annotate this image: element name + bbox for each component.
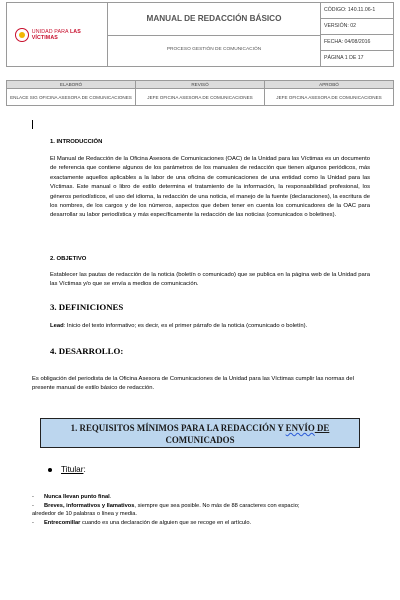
bullet-icon bbox=[48, 468, 52, 472]
document-process: PROCESO GESTIÓN DE COMUNICACIÓN bbox=[166, 47, 262, 52]
page-number: PÁGINA 1 DE 17 bbox=[324, 55, 364, 61]
elaboro-header: ELABORÓ bbox=[7, 81, 136, 89]
document-header bbox=[6, 2, 394, 67]
aprobo-header: APROBÓ bbox=[265, 81, 394, 89]
document-version: VERSIÓN: 02 bbox=[321, 19, 393, 35]
definitions-paragraph: Lead: Inicio del texto informativo; es decir, es el primer párrafo de la noticia (comunicado o boletín). bbox=[50, 323, 308, 329]
text-cursor bbox=[32, 120, 33, 129]
elaboro-value: ENLACE SIG OFICINA ASESORA DE COMUNICACIONES bbox=[7, 89, 136, 106]
titular-rules-list bbox=[32, 493, 372, 527]
reviso-header: REVISÓ bbox=[136, 81, 265, 89]
aprobo-value: JEFE OFICINA ASESORA DE COMUNICACIONES bbox=[265, 89, 394, 106]
title-cell bbox=[108, 3, 321, 67]
emblem-icon bbox=[15, 28, 29, 42]
definitions-heading: 3. DEFINICIONES bbox=[50, 302, 124, 312]
document-title: MANUAL DE REDACCIÓN BÁSICO bbox=[108, 6, 320, 36]
document-date: FECHA: 04/08/2016 bbox=[321, 35, 393, 51]
list-item: - Breves, informativos y llamativos, siempre que sea posible. No más de 88 caracteres con espacio; bbox=[32, 502, 372, 511]
document-code: CÓDIGO: 140.11.06-1 bbox=[321, 3, 393, 19]
requirements-banner: 1. REQUISITOS MÍNIMOS PARA LA REDACCIÓN Y ENVÍO DE COMUNICADOS bbox=[40, 418, 360, 448]
list-item: - Entrecomillar cuando es una declaración de alguien que se recoge en el artículo. bbox=[32, 519, 372, 528]
approval-table bbox=[6, 80, 394, 106]
titular-bullet: Titular: bbox=[48, 465, 86, 474]
spellcheck-word: ENVÍO bbox=[285, 423, 315, 433]
list-item: - Nunca llevan punto final. bbox=[32, 493, 372, 502]
lead-term: Lead bbox=[50, 323, 64, 329]
reviso-value: JEFE OFICINA ASESORA DE COMUNICACIONES bbox=[136, 89, 265, 106]
intro-heading: 1. INTRODUCCIÓN bbox=[50, 139, 103, 145]
unidad-victimas-logo: UNIDAD PARA LAS VÍCTIMAS bbox=[7, 28, 107, 42]
logo-cell bbox=[7, 3, 108, 67]
code-cell bbox=[321, 3, 394, 67]
intro-paragraph: El Manual de Redacción de la Oficina Asesora de Comunicaciones (OAC) de la Unidad para las Víctimas es un documento de referencia que contiene algunos de los parámetros de los manuales de redacción que tienen algunos periódicos, más exactamente aquellos aplicables a la labor de una oficina de comunicaciones de una entidad como la Unidad para las Víctimas. Este manual o libro de estilo determina el tratamiento de la información, la responsabilidad profesional, los géneros periodísticos, el uso del idioma, la redacción de una noticia, el manejo de la fuente (declaraciones), la escritura de los nombres, de los cargos y de los números, aspectos que deben tener en cuenta los comunicadores de la OAC para desarrollar su labor periodística y más específicamente la redacción de las noticias (comunicados o boletines). bbox=[50, 156, 370, 219]
development-heading: 4. DESARROLLO: bbox=[50, 346, 124, 356]
objective-paragraph: Establecer las pautas de redacción de la noticia (boletín o comunicado) que se publica en la página web de la Unidad para las Víctimas y/o que se envía a medios de comunicación. bbox=[50, 272, 370, 288]
objective-heading: 2. OBJETIVO bbox=[50, 256, 87, 262]
development-paragraph: Es obligación del periodista de la Oficina Asesora de Comunicaciones de la Unidad para las Víctimas cumplir las normas del presente manual de estilo básico de redacción. bbox=[32, 376, 354, 392]
list-item-continuation: alrededor de 10 palabras o línea y media. bbox=[32, 511, 137, 518]
